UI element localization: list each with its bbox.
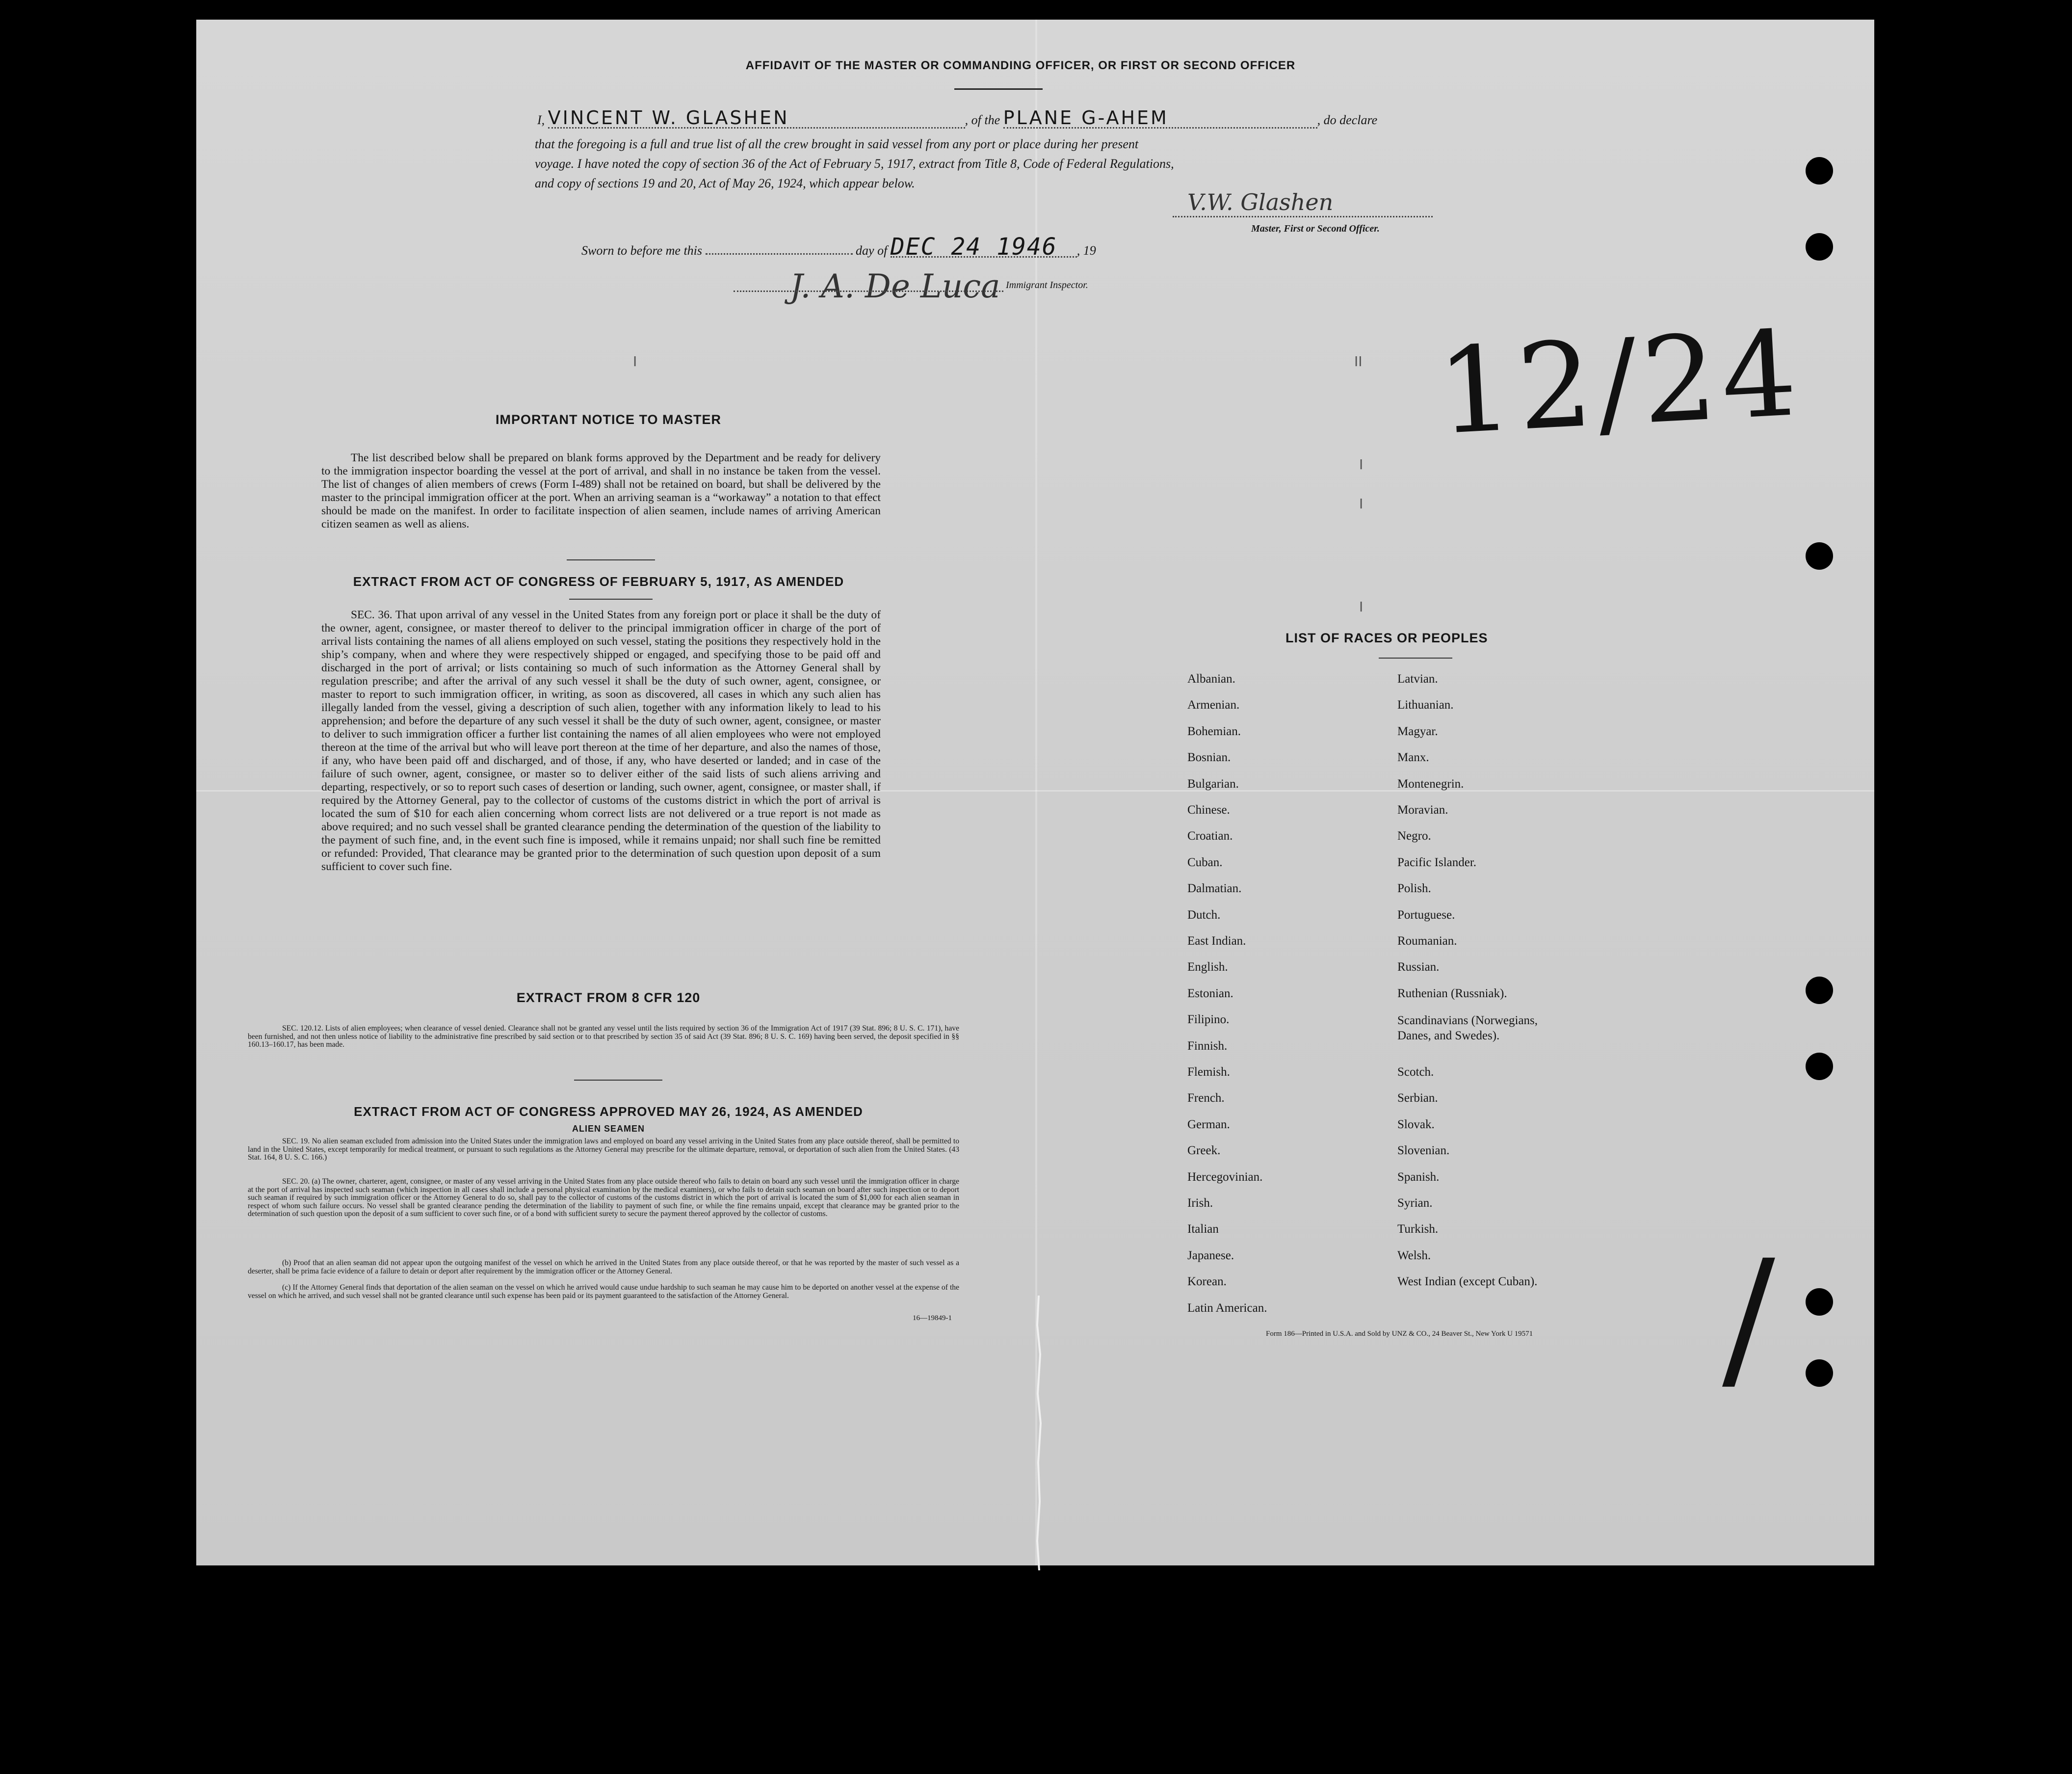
race-item: Dalmatian. bbox=[1187, 882, 1242, 896]
master-signature: V.W. Glashen bbox=[1187, 189, 1334, 215]
race-item: Estonian. bbox=[1187, 986, 1233, 1000]
race-item: Bulgarian. bbox=[1187, 777, 1239, 791]
race-item: Syrian. bbox=[1397, 1196, 1433, 1210]
race-item: Turkish. bbox=[1397, 1222, 1439, 1236]
extract-1924-sec20b: (b) Proof that an alien seaman did not appear upon the outgoing manifest of the vessel on which he arrived in the United States from any place outside thereof, or that he was reported by the master of such vessel as a deserter, shall be prima facie evidence of a failure to detain or deport after requirement by the immigration officer or the Attorney General. bbox=[248, 1259, 959, 1275]
race-item: Polish. bbox=[1397, 882, 1431, 896]
race-item: Greek. bbox=[1187, 1144, 1221, 1158]
declaration-line-2: that the foregoing is a full and true list of all the crew brought in said vessel from any port or place during her present bbox=[535, 137, 1139, 151]
race-item: Italian bbox=[1187, 1222, 1219, 1236]
race-item: Ruthenian (Russniak). bbox=[1397, 986, 1507, 1000]
master-label: Master, First or Second Officer. bbox=[1251, 223, 1380, 234]
date-stamp: DEC 24 1946 bbox=[891, 238, 1077, 258]
sworn-label: Sworn to before me this bbox=[581, 243, 703, 258]
notice-title: IMPORTANT NOTICE TO MASTER bbox=[496, 412, 721, 427]
race-item: German. bbox=[1187, 1117, 1230, 1131]
race-item: Croatian. bbox=[1187, 829, 1233, 843]
race-item: Slovenian. bbox=[1397, 1144, 1450, 1158]
race-item: West Indian (except Cuban). bbox=[1397, 1275, 1538, 1289]
declaration-line-1 bbox=[537, 109, 1377, 129]
inspector-label: Immigrant Inspector. bbox=[1006, 280, 1088, 291]
race-item: Bosnian. bbox=[1187, 751, 1231, 765]
master-signature-line bbox=[1173, 216, 1433, 217]
inspector-signature: J. A. De Luca bbox=[790, 267, 1000, 305]
margin-mark: II bbox=[1354, 353, 1363, 370]
section-divider bbox=[567, 559, 655, 560]
section-divider bbox=[569, 599, 653, 600]
race-item: Armenian. bbox=[1187, 698, 1240, 712]
race-item: Finnish. bbox=[1187, 1039, 1228, 1053]
of-the-label: , of the bbox=[965, 113, 1000, 127]
race-item: Irish. bbox=[1187, 1196, 1213, 1210]
race-item: Manx. bbox=[1397, 751, 1429, 765]
margin-mark: I bbox=[1359, 599, 1364, 615]
race-item: Dutch. bbox=[1187, 908, 1221, 922]
race-item: Slovak. bbox=[1397, 1117, 1435, 1131]
binder-hole bbox=[1806, 542, 1833, 570]
binder-hole bbox=[1806, 977, 1833, 1004]
race-item: Moravian. bbox=[1397, 803, 1448, 817]
extract-1924-sec20c: (c) If the Attorney General finds that deportation of the alien seaman on the vessel on which he arrived would cause undue hardship to such seaman he may cause him to be deported on another vessel at the expense of the vessel on which he arrived, and such vessel shall not be granted clearance until such expense has been paid or its payment guaranteed to the satisfaction of the Attorney General. bbox=[248, 1283, 959, 1300]
race-item: French. bbox=[1187, 1091, 1225, 1105]
do-declare-label: , do declare bbox=[1317, 113, 1378, 127]
sworn-line bbox=[581, 233, 1096, 261]
extract-1924-sec20a: SEC. 20. (a) The owner, charterer, agent, consignee, or master of any vessel arriving in the United States from any place outside thereof who fails to detain on board any such vessel until the immigration officer in charge at the port of arrival has inspected such seaman (which inspection in all cases shall include a personal physical examination by the medical examiners), or who fails to detain such seaman on board after such inspection or to deport such seaman if required by such immigration officer or the Attorney General to do so, shall pay to the collector of customs of the customs district in which the port of arrival is located the sum of $1,000 for each alien seaman in respect of whom such failure occurs. No vessel shall be granted clearance pending the determination of the liability to payment of such fine, or while the fine remains unpaid, except that clearance may be granted prior to the determination of such question upon the deposit of a sum sufficient to cover such fine, or of a bond with sufficient surety to secure the payment thereof approved by the collector of customs. bbox=[248, 1177, 959, 1218]
declaration-line-4: and copy of sections 19 and 20, Act of May 26, 1924, which appear below. bbox=[535, 176, 915, 190]
race-item: English. bbox=[1187, 960, 1228, 974]
day-of-label: day of bbox=[856, 243, 888, 258]
race-item: Japanese. bbox=[1187, 1248, 1234, 1262]
race-item: Negro. bbox=[1397, 829, 1431, 843]
race-item: Bohemian. bbox=[1187, 724, 1241, 738]
title-underline bbox=[954, 88, 1043, 90]
races-title: LIST OF RACES OR PEOPLES bbox=[1285, 631, 1488, 645]
race-item: Pacific Islander. bbox=[1397, 855, 1477, 869]
margin-mark: I bbox=[1359, 456, 1364, 473]
extract-1924-subtitle: ALIEN SEAMEN bbox=[572, 1124, 645, 1134]
race-item: Korean. bbox=[1187, 1275, 1227, 1289]
race-item: Portuguese. bbox=[1397, 908, 1455, 922]
race-item: Flemish. bbox=[1187, 1065, 1230, 1079]
paper-tear bbox=[1035, 1296, 1042, 1570]
race-item: Roumanian. bbox=[1397, 934, 1457, 948]
extract-1924-sec19: SEC. 19. No alien seaman excluded from admission into the United States under the immigration laws and employed on board any vessel arriving in the United States from any place outside thereof, shall be permitted to land in the United States, except temporarily for medical treatment, or pursuant to such regulations as the Attorney General may prescribe for the ultimate departure, removal, or deportation of such alien from the United States. (43 Stat. 164, 8 U. S. C. 166.) bbox=[248, 1137, 959, 1162]
race-item: Scandinavians (Norwegians, Danes, and Swedes). bbox=[1397, 1014, 1538, 1043]
extract-1917-title: EXTRACT FROM ACT OF CONGRESS OF FEBRUARY 5, 1917, AS AMENDED bbox=[353, 574, 844, 589]
race-item: Cuban. bbox=[1187, 855, 1223, 869]
race-item: Scotch. bbox=[1397, 1065, 1434, 1079]
declaration-line-3: voyage. I have noted the copy of section 36 of the Act of February 5, 1917, extract from Title 8, Code of Federal Regulations, bbox=[535, 157, 1174, 171]
form-number: 16—19849-1 bbox=[913, 1314, 952, 1322]
handwritten-date: 12/24 bbox=[1434, 304, 1805, 461]
race-item: Serbian. bbox=[1397, 1091, 1438, 1105]
day-blank bbox=[706, 241, 853, 255]
race-item: East Indian. bbox=[1187, 934, 1246, 948]
race-item: Montenegrin. bbox=[1397, 777, 1464, 791]
declaration-prefix: I, bbox=[537, 113, 545, 127]
extract-1924-title: EXTRACT FROM ACT OF CONGRESS APPROVED MAY 26, 1924, AS AMENDED bbox=[354, 1104, 863, 1119]
races-divider bbox=[1379, 658, 1452, 659]
extract-cfr-title: EXTRACT FROM 8 CFR 120 bbox=[516, 990, 701, 1005]
race-item: Russian. bbox=[1397, 960, 1440, 974]
race-item: Welsh. bbox=[1397, 1248, 1431, 1262]
inspector-signature-line bbox=[734, 291, 1003, 292]
handwritten-mark: / bbox=[1722, 1227, 1775, 1409]
affidavit-title: AFFIDAVIT OF THE MASTER OR COMMANDING OFFICER, OR FIRST OR SECOND OFFICER bbox=[745, 59, 1296, 72]
race-item: Latvian. bbox=[1397, 672, 1438, 686]
extract-cfr-body: SEC. 120.12. Lists of alien employees; when clearance of vessel denied. Clearance shall not be granted any vessel until the lists required by section 36 of the Immigration Act of 1917 (39 Stat. 896; 8 U. S. C. 171), have been furnished, and not then unless notice of liability to the administrative fine prescribed by said section or to that prescribed by section 35 of said Act (39 Stat. 896; 8 U. S. C. 169) having been served, the deposit specified in §§ 160.13–160.17, has been made. bbox=[248, 1024, 959, 1049]
race-item: Magyar. bbox=[1397, 724, 1438, 738]
vessel-name: PLANE G-AHEM bbox=[1003, 109, 1317, 129]
binder-hole bbox=[1806, 233, 1833, 261]
race-item: Lithuanian. bbox=[1397, 698, 1454, 712]
extract-1917-body: SEC. 36. That upon arrival of any vessel in the United States from any foreign port or place it shall be the duty of the owner, agent, consignee, or master thereof to deliver to the principal immigration officer in charge of the port of arrival lists containing the names of all aliens employed on such vessel, stating the positions they respectively hold in the ship’s company, when and where they were respectively shipped or engaged, and specifying those to be paid off and discharged in the port of arrival; or lists containing so much of such information as the Attorney General shall by regulation prescribe; and after the arrival of any such vessel it shall be the duty of such owner, agent, consignee, or master to report to such immigration officer, in writing, as soon as discovered, all cases in which any such alien has illegally landed from the vessel, giving a description of such alien, together with any information likely to lead to his apprehension; and before the departure of any such vessel it shall be the duty of such owner, agent, consignee, or master to deliver to such immigration officer a further list containing the names of all alien employees who were not employed thereon at the time of the arrival but who will leave port thereon at the time of her departure, and also the names of those, if any, who have been paid off and discharged, and of those, if any, who have deserted or landed; and in case of the failure of such owner, agent, consignee, or master so to deliver either of the said lists of such aliens arriving and departing, respectively, or so to report such cases of desertion or landing, such owner, agent, consignee, or master shall, if required by the Attorney General, pay to the collector of customs of the customs district in which the port of arrival is located the sum of $10 for each alien concerning whom correct lists are not delivered or a true report is not made as above required; and no such vessel shall be granted clearance pending the determination of the question of the liability to the payment of such fine, and, in the event such fine is imposed, while it remains unpaid; nor shall such fine be remitted or refunded: Provided, That clearance may be granted prior to the determination of such question upon deposit of a sum sufficient to cover such fine. bbox=[321, 609, 881, 873]
binder-hole bbox=[1806, 1053, 1833, 1080]
race-item: Latin American. bbox=[1187, 1301, 1267, 1315]
race-item: Filipino. bbox=[1187, 1013, 1230, 1027]
section-divider bbox=[574, 1080, 662, 1081]
margin-mark: I bbox=[1359, 496, 1364, 512]
margin-mark: I bbox=[633, 353, 637, 370]
printer-imprint: Form 186—Printed in U.S.A. and Sold by UNZ & CO., 24 Beaver St., New York U 19571 bbox=[1266, 1330, 1533, 1338]
race-item: Hercegovinian. bbox=[1187, 1170, 1263, 1184]
master-name: VINCENT W. GLASHEN bbox=[548, 109, 965, 129]
race-item: Spanish. bbox=[1397, 1170, 1440, 1184]
year-suffix: , 19 bbox=[1076, 243, 1096, 258]
race-item: Chinese. bbox=[1187, 803, 1230, 817]
binder-hole bbox=[1806, 1288, 1833, 1316]
notice-body: The list described below shall be prepared on blank forms approved by the Department and be ready for delivery to the immigration inspector boarding the vessel at the port of arrival, and shall in no instance be taken from the vessel. The list of changes of alien members of crews (Form I-489) shall not be retained on board, but shall be delivered by the master to the principal immigration officer at the port. When an arriving seaman is a “workaway” a notation to that effect should be made on the manifest. In order to facilitate inspection of alien seamen, include names of arriving American citizen seamen as well as aliens. bbox=[321, 451, 881, 530]
binder-hole bbox=[1806, 1359, 1833, 1387]
binder-hole bbox=[1806, 157, 1833, 185]
race-item: Albanian. bbox=[1187, 672, 1235, 686]
